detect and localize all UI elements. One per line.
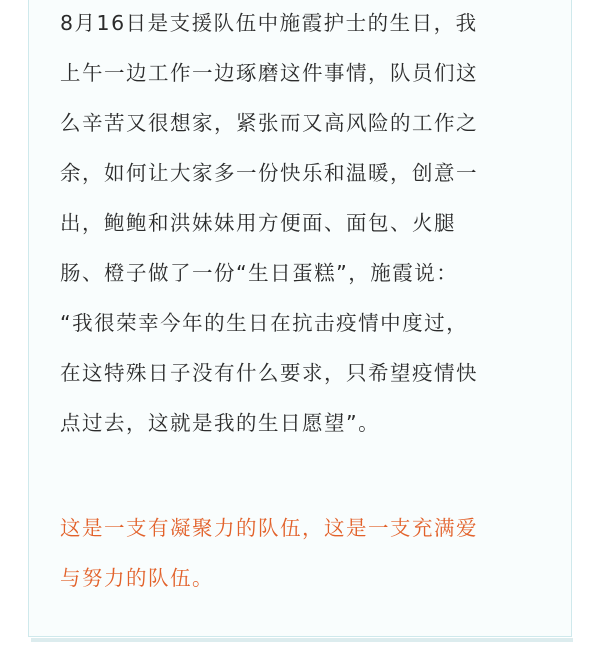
paragraph-team-highlight [60,503,550,603]
card-bottom-edge [31,638,573,642]
highlight-line: 与努力的队伍。 [60,566,214,590]
paragraph-line: 上午一边工作一边琢磨这件事情，队员们这 [60,61,478,85]
paragraph-line: 在这特殊日子没有什么要求，只希望疫情快 [60,361,478,385]
paragraph-line: 么辛苦又很想家，紧张而又高风险的工作之 [60,111,478,135]
paragraph-line: “我很荣幸今年的生日在抗击疫情中度过， [60,311,469,335]
paragraph-line: 余，如何让大家多一份快乐和温暖，创意一 [60,161,478,185]
highlight-line: 这是一支有凝聚力的队伍，这是一支充满爱 [60,516,478,540]
paragraph-line: 8月16日是支援队伍中施霞护士的生日，我 [60,11,478,35]
paragraph-line: 出，鲍鲍和洪妹妹用方便面、面包、火腿 [60,211,456,235]
paragraph-line: 点过去，这就是我的生日愿望”。 [60,411,381,435]
paragraph-line: 肠、橙子做了一份“生日蛋糕”，施霞说： [60,261,459,285]
paragraph-birthday-story [60,0,550,448]
